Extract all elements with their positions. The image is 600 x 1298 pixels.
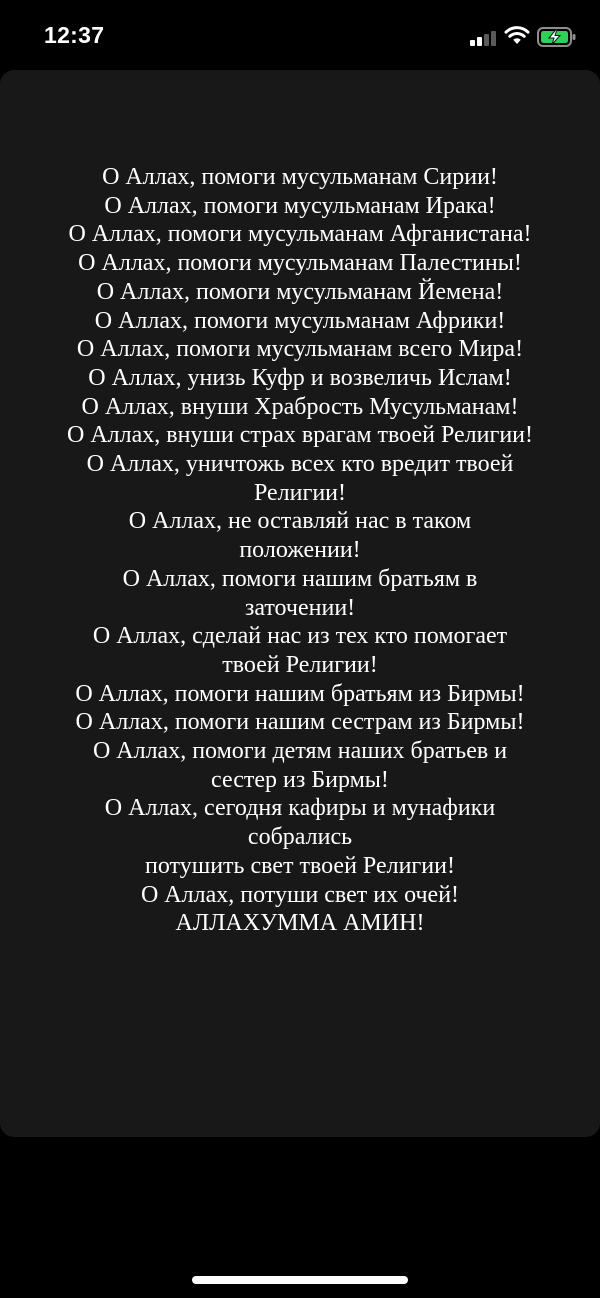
status-time: 12:37 xyxy=(44,22,105,48)
story-text-line: О Аллах, сделай нас из тех кто помогает xyxy=(92,623,508,650)
story-text-line: О Аллах, помоги мусульманам Палестины! xyxy=(78,250,522,277)
story-text-line: О Аллах, помоги нашим братьям из Бирмы! xyxy=(75,680,525,707)
story-text-line: О Аллах, потуши свет их очей! xyxy=(140,881,460,908)
story-text-line: собрались xyxy=(247,824,353,851)
status-bar xyxy=(0,0,600,70)
story-text-line: О Аллах, помоги мусульманам Сирии! xyxy=(102,164,498,190)
story-text-line: О Аллах, помоги мусульманам всего Мира! xyxy=(76,336,524,363)
battery-charging-icon xyxy=(537,26,577,48)
story-text-line: О Аллах, помоги нашим сестрам из Бирмы! xyxy=(75,709,525,736)
story-text-line: О Аллах, помоги мусульманам Ирака! xyxy=(104,192,496,219)
cellular-signal-icon xyxy=(470,28,498,46)
story-text-line: О Аллах, уничтожь всех кто вредит твоей xyxy=(86,451,514,478)
story-text-line: О Аллах, помоги нашим братьям в xyxy=(122,565,478,592)
story-text-line: АЛЛАХУММА АМИН! xyxy=(175,910,425,937)
story-text-line: О Аллах, помоги мусульманам Йемена! xyxy=(96,278,504,305)
story-text-line: заточении! xyxy=(244,594,356,621)
story-text-line: твоей Религии! xyxy=(222,651,378,678)
story-text-line: сестер из Бирмы! xyxy=(211,766,389,793)
story-text-line: положении! xyxy=(239,537,361,564)
story-text xyxy=(0,163,600,938)
story-text-line: О Аллах, унизь Куфр и возвеличь Ислам! xyxy=(88,364,512,391)
story-text-line: О Аллах, внуши страх врагам твоей Религии! xyxy=(67,422,533,449)
story-text-line: О Аллах, помоги детям наших братьев и xyxy=(92,738,508,765)
home-indicator[interactable] xyxy=(192,1276,408,1284)
story-text-line: О Аллах, внуши Храбрость Мусульманам! xyxy=(81,393,519,420)
story-text-line: О Аллах, помоги мусульманам Африки! xyxy=(94,307,506,334)
wifi-icon xyxy=(503,24,531,46)
story-text-line: потушить свет твоей Религии! xyxy=(145,852,455,879)
story-text-line: О Аллах, сегодня кафиры и мунафики xyxy=(104,795,496,822)
story-text-line: О Аллах, помоги мусульманам Афганистана! xyxy=(68,221,532,248)
story-text-line: О Аллах, не оставляй нас в таком xyxy=(128,508,472,535)
story-text-line: Религии! xyxy=(253,479,347,506)
